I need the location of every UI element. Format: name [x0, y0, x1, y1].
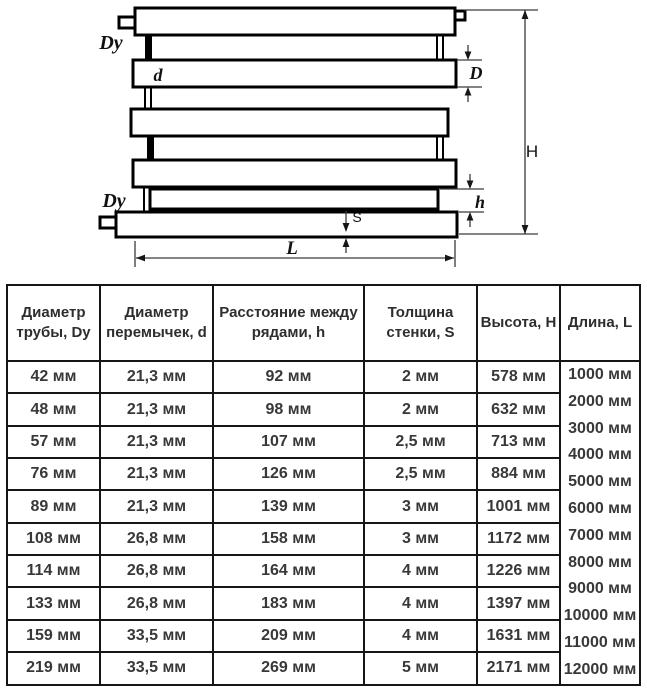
col-header-diameter-dy: Диаметр трубы, Dy	[7, 285, 100, 361]
cell-s: 4 мм	[364, 620, 477, 652]
cell-height: 1226 мм	[477, 555, 560, 587]
cell-h: 158 мм	[213, 523, 364, 555]
table-row	[7, 652, 640, 684]
table-row	[7, 620, 640, 652]
label-h: h	[474, 192, 486, 212]
label-H: H	[525, 142, 539, 161]
cell-s: 2,5 мм	[364, 458, 477, 490]
length-item: 7000 мм	[568, 526, 632, 544]
cell-h: 139 мм	[213, 490, 364, 522]
cell-height: 884 мм	[477, 458, 560, 490]
length-item: 6000 мм	[568, 499, 632, 517]
length-item: 3000 мм	[568, 419, 632, 437]
cell-s: 2 мм	[364, 361, 477, 393]
cell-dy: 42 мм	[7, 361, 100, 393]
label-S: S	[352, 209, 362, 225]
register-drawing-svg	[0, 0, 647, 284]
cell-height: 632 мм	[477, 393, 560, 425]
label-D: D	[469, 63, 483, 83]
length-item: 2000 мм	[568, 392, 632, 410]
cell-dy: 159 мм	[7, 620, 100, 652]
table-row	[7, 361, 640, 393]
cell-h: 209 мм	[213, 620, 364, 652]
cell-dy: 57 мм	[7, 426, 100, 458]
cell-d: 26,8 мм	[100, 523, 213, 555]
pipe-6	[116, 212, 457, 237]
cell-height: 578 мм	[477, 361, 560, 393]
table-row	[7, 587, 640, 619]
cell-height: 713 мм	[477, 426, 560, 458]
length-item: 1000 мм	[568, 366, 632, 383]
pipe-2	[133, 60, 456, 87]
cell-height: 1631 мм	[477, 620, 560, 652]
cell-d: 21,3 мм	[100, 393, 213, 425]
length-item: 4000 мм	[568, 446, 632, 464]
cell-h: 107 мм	[213, 426, 364, 458]
label-L: L	[286, 238, 298, 259]
table-row	[7, 523, 640, 555]
col-header-height-h: Высота, H	[477, 285, 560, 361]
cell-d: 21,3 мм	[100, 490, 213, 522]
length-item: 11000 мм	[564, 633, 636, 651]
cell-dy: 89 мм	[7, 490, 100, 522]
register-spec-table	[6, 284, 641, 686]
pipe-4	[133, 160, 456, 187]
table-row	[7, 555, 640, 587]
cell-d: 21,3 мм	[100, 361, 213, 393]
table-row	[7, 490, 640, 522]
pipe-3	[131, 109, 448, 136]
cell-dy: 114 мм	[7, 555, 100, 587]
cell-dy: 219 мм	[7, 652, 100, 684]
col-header-row-gap-h: Расстояние между рядами, h	[213, 285, 364, 361]
cell-dy: 108 мм	[7, 523, 100, 555]
cell-height: 1397 мм	[477, 587, 560, 619]
jumper-left-1	[145, 35, 152, 60]
length-item: 5000 мм	[568, 473, 632, 491]
cell-dy: 48 мм	[7, 393, 100, 425]
cell-dy: 133 мм	[7, 587, 100, 619]
pipes	[116, 8, 457, 237]
header-row	[7, 285, 640, 361]
label-dy-bottom: Dy	[102, 190, 126, 212]
col-header-jumper-d: Диаметр перемычек, d	[100, 285, 213, 361]
cell-d: 26,8 мм	[100, 587, 213, 619]
cell-h: 269 мм	[213, 652, 364, 684]
cell-d: 33,5 мм	[100, 620, 213, 652]
cell-h: 126 мм	[213, 458, 364, 490]
cell-height: 1001 мм	[477, 490, 560, 522]
label-d: d	[153, 65, 163, 85]
cell-lengths	[560, 361, 640, 685]
jumper-left-3	[147, 136, 154, 160]
cell-d: 21,3 мм	[100, 426, 213, 458]
cell-d: 33,5 мм	[100, 652, 213, 684]
col-header-wall-s: Толщина стенки, S	[364, 285, 477, 361]
cell-dy: 76 мм	[7, 458, 100, 490]
length-item: 12000 мм	[563, 660, 637, 678]
cell-s: 3 мм	[364, 523, 477, 555]
cell-s: 2,5 мм	[364, 426, 477, 458]
cell-h: 92 мм	[213, 361, 364, 393]
cell-h: 164 мм	[213, 555, 364, 587]
cell-h: 183 мм	[213, 587, 364, 619]
length-item: 8000 мм	[568, 553, 632, 571]
pipe-5	[150, 189, 438, 209]
table-row	[7, 458, 640, 490]
stub-top-left	[119, 17, 136, 28]
label-dy-top: Dy	[99, 32, 123, 54]
cell-s: 4 мм	[364, 587, 477, 619]
cell-s: 2 мм	[364, 393, 477, 425]
register-diagram	[0, 0, 647, 284]
table-row	[7, 426, 640, 458]
cell-s: 5 мм	[364, 652, 477, 684]
cell-s: 4 мм	[364, 555, 477, 587]
cell-height: 1172 мм	[477, 523, 560, 555]
cell-h: 98 мм	[213, 393, 364, 425]
length-item: 9000 мм	[568, 580, 632, 598]
table-row	[7, 393, 640, 425]
cell-d: 21,3 мм	[100, 458, 213, 490]
col-header-length-l: Длина, L	[560, 285, 640, 361]
cell-height: 2171 мм	[477, 652, 560, 684]
length-item: 10000 мм	[563, 607, 637, 625]
pipe-1	[135, 8, 455, 35]
cell-s: 3 мм	[364, 490, 477, 522]
spec-table-section	[0, 284, 647, 686]
cell-d: 26,8 мм	[100, 555, 213, 587]
